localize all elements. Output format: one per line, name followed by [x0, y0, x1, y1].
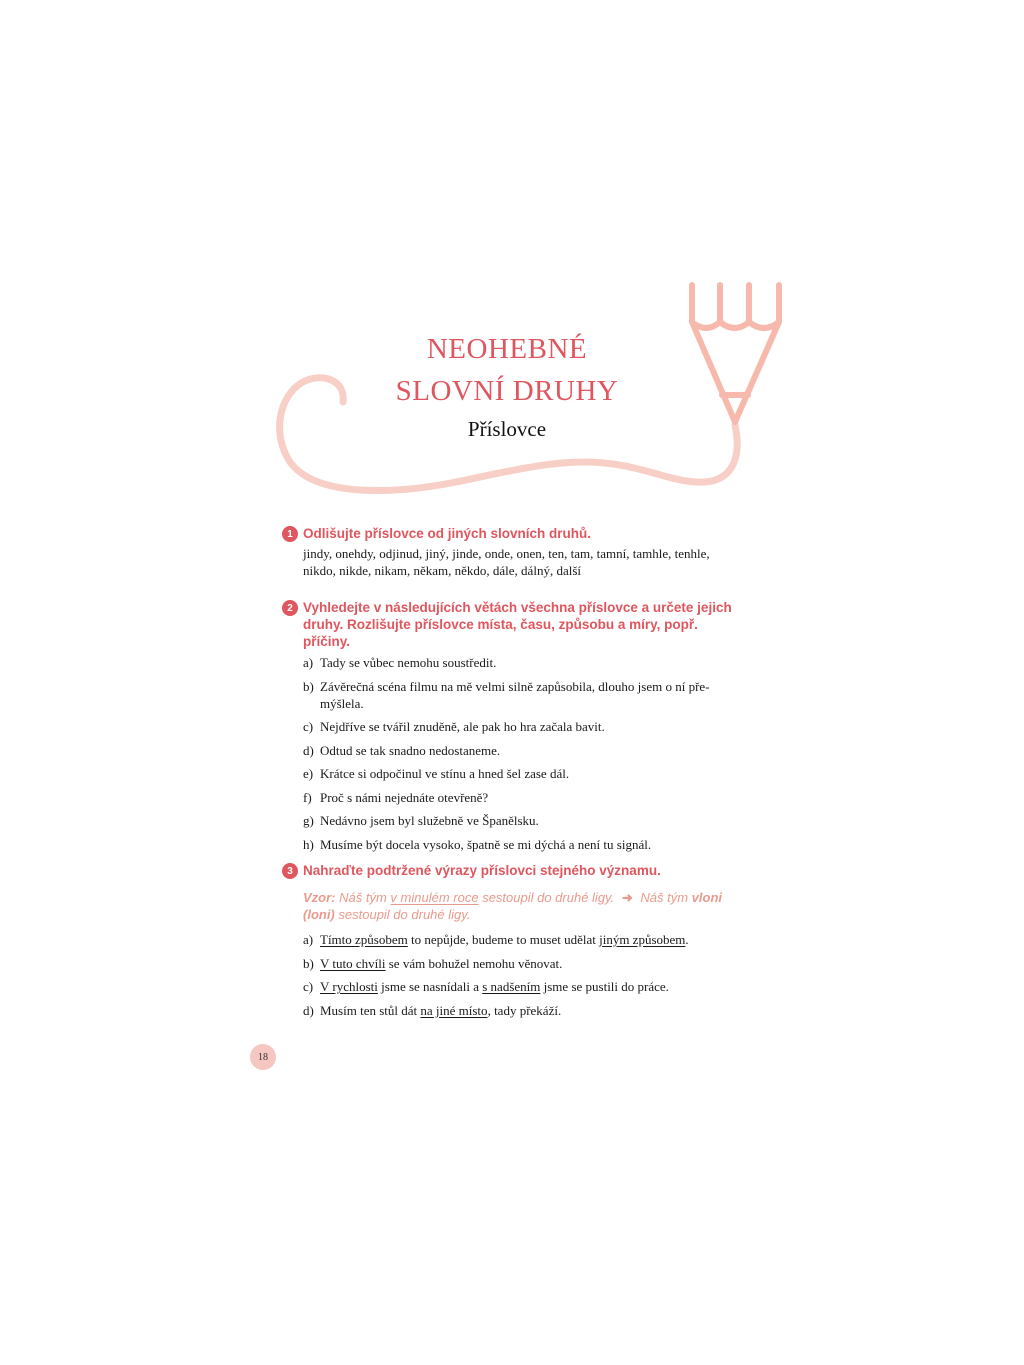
list-item: [303, 812, 734, 829]
example-underlined: v minulém roce: [390, 890, 479, 905]
arrow-right-icon: ➜: [621, 890, 633, 905]
task-3: [282, 862, 734, 1025]
task-1-header: [282, 525, 734, 542]
list-item: [303, 836, 734, 853]
task-2-header: [282, 599, 734, 650]
item-text: Nejdříve se tvářil znuděně, ale pak ho hra začala bavit.: [320, 719, 605, 734]
page-number: 18: [258, 1051, 268, 1063]
example-text: Náš tým: [339, 890, 387, 905]
example-text: sestoupil do druhé ligy.: [482, 890, 615, 905]
item-letter: d): [303, 742, 314, 758]
task-1-words: jindy, onehdy, odjinud, jiný, jinde, onde, onen, ten, tam, tamní, tamhle, tenhle, nikdo, nikde, nikam, někam, někdo, dále, dálný, další: [303, 546, 710, 578]
item-letter: c): [303, 719, 314, 734]
item-letter: f): [303, 789, 312, 805]
task-3-number: 3: [282, 863, 298, 879]
list-item: [303, 742, 734, 759]
item-letter: c): [303, 979, 314, 994]
item-text: Proč s námi nejednáte otevřeně?: [320, 789, 489, 805]
item-text: [320, 978, 734, 995]
underlined-phrase: V tuto chvíli: [320, 955, 386, 971]
task-2-list: [303, 654, 734, 853]
item-text: Nedávno jsem byl služebně ve Španělsku.: [320, 813, 539, 828]
item-text: Krátce si odpočinul ve stínu a hned šel zase dál.: [320, 766, 570, 781]
underlined-phrase: V rychlosti: [320, 979, 378, 994]
list-item: [303, 978, 734, 995]
item-letter: e): [303, 766, 314, 781]
item-text: Musíme být docela vysoko, špatně se mi dýchá a není tu signál.: [320, 836, 652, 852]
list-item: [303, 765, 734, 782]
underlined-phrase: na jiné místo: [420, 1002, 488, 1018]
item-text: [320, 1002, 734, 1019]
text-segment: to nepůjde, budeme to muset udělat: [407, 932, 600, 947]
task-2: [282, 599, 734, 859]
underlined-phrase: Tímto způsobem: [320, 932, 408, 947]
page-subtitle: Příslovce: [467, 417, 547, 441]
task-3-heading: Nahraďte podtržené výrazy příslovci stejného významu.: [303, 863, 661, 878]
task-1-heading: Odlišujte příslovce od jiných slovních druhů.: [303, 526, 592, 541]
list-item: [303, 789, 734, 806]
task-3-header: [282, 862, 734, 879]
underlined-phrase: jiným způsobem: [599, 932, 686, 947]
list-item: [303, 955, 734, 972]
item-letter: g): [303, 813, 314, 828]
list-item: [303, 718, 734, 735]
item-letter: h): [303, 836, 314, 852]
text-segment: , tady překáží.: [487, 1002, 562, 1018]
item-letter: a): [303, 655, 314, 670]
task-1-number: 1: [282, 526, 298, 542]
item-text: [320, 955, 734, 972]
example-label: Vzor:: [303, 890, 336, 905]
underlined-phrase: s nadšením: [482, 979, 541, 994]
list-item: [303, 931, 734, 948]
task-1: [282, 525, 734, 579]
text-segment: se vám bohužel nemohu věnovat.: [385, 955, 563, 971]
list-item: [303, 1002, 734, 1019]
item-text: Závěrečná scéna filmu na mě velmi silně zapůsobila, dlouho jsem o ní přemýšlela.: [320, 678, 710, 711]
item-letter: b): [303, 955, 314, 971]
ink-splash-icon: [250, 1044, 276, 1070]
task-2-number: 2: [282, 600, 298, 616]
example-text: Náš tým: [640, 890, 689, 905]
item-letter: d): [303, 1002, 314, 1018]
example-answer: vloni (loni): [303, 890, 722, 922]
text-segment: .: [685, 932, 689, 947]
item-text: Tady se vůbec nemohu soustředit.: [320, 655, 497, 670]
text-segment: Musím ten stůl dát: [320, 1002, 421, 1018]
task-3-list: [303, 931, 734, 1019]
item-text: Odtud se tak snadno nedostaneme.: [320, 742, 501, 758]
item-letter: b): [303, 678, 314, 694]
example-text: sestoupil do druhé ligy.: [338, 907, 471, 922]
item-text: [320, 931, 734, 948]
task-2-heading: Vyhledejte v následujících větách všechna příslovce a určete jejich druhy. Rozlišujte příslovce místa, času, způsobu a míry, popř. příčiny.: [303, 600, 732, 649]
item-letter: a): [303, 932, 314, 947]
example-sentence: [303, 889, 734, 923]
page-title-line-1: NEOHEBNÉ: [426, 333, 588, 365]
list-item: [303, 654, 734, 671]
text-segment: jsme se pustili do práce.: [540, 979, 669, 994]
page-title-line-2: SLOVNÍ DRUHY: [395, 375, 619, 407]
list-item: [303, 678, 734, 712]
text-segment: jsme se nasnídali a: [377, 979, 483, 994]
